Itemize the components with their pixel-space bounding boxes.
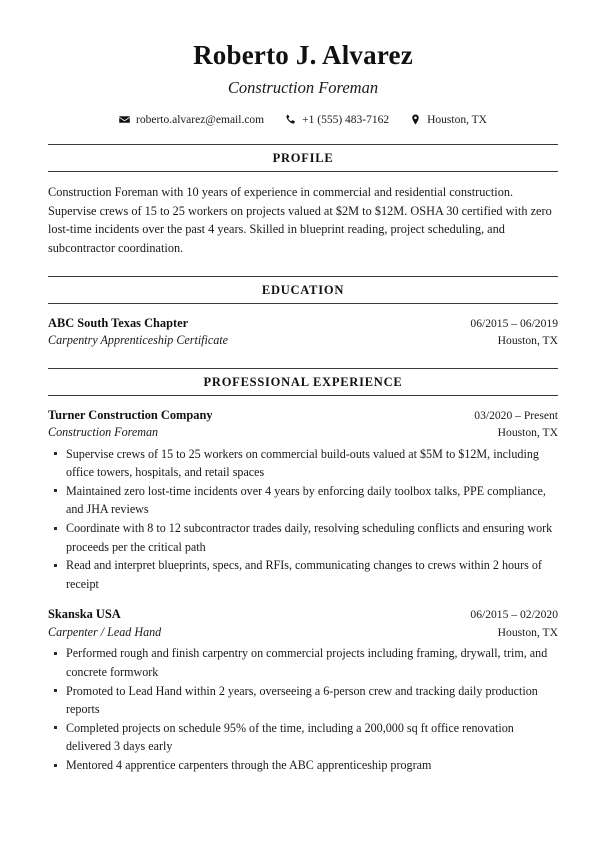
section-education (48, 276, 558, 350)
list-item (48, 519, 558, 556)
experience-bullet-list (48, 644, 558, 774)
contact-email[interactable] (119, 114, 264, 126)
bullet-marker-icon (54, 564, 57, 567)
list-item (48, 719, 558, 756)
bullet-text: Completed projects on schedule 95% of the time, including a 200,000 sq ft office renovation delivered 3 days early (66, 720, 514, 754)
contact-bar (48, 114, 558, 126)
resume-header (48, 0, 558, 126)
bullet-text: Read and interpret blueprints, specs, and RFIs, communicating changes to crews within 2 hours of receipt (66, 558, 542, 591)
education-credential: Carpentry Apprenticeship Certificate (48, 333, 229, 348)
education-dates: 06/2015 – 06/2019 (470, 316, 558, 330)
contact-location (410, 114, 487, 126)
bullet-text: Performed rough and finish carpentry on commercial projects including framing, drywall, trim, and concrete formwork (66, 646, 548, 679)
experience-entry-bottom-row (48, 424, 558, 441)
candidate-job-title: Construction Foreman (227, 78, 379, 98)
experience-location: Houston, TX (497, 625, 558, 639)
experience-company: Turner Construction Company (48, 407, 213, 422)
phone-icon (285, 114, 296, 125)
education-institution: ABC South Texas Chapter (48, 315, 189, 330)
contact-phone[interactable] (285, 114, 389, 126)
bullet-marker-icon (54, 652, 57, 655)
bullet-marker-icon (54, 527, 57, 530)
experience-company: Skanska USA (48, 607, 121, 622)
bullet-marker-icon (54, 764, 57, 767)
list-item (48, 682, 558, 719)
section-title-education: EDUCATION (261, 282, 345, 297)
experience-entry-top-row (48, 407, 558, 425)
experience-location: Houston, TX (497, 426, 558, 440)
bullet-text: Coordinate with 8 to 12 subcontractor trades daily, resolving scheduling conflicts and ensuring work proceeds per the critical path (66, 521, 553, 554)
bullet-marker-icon (54, 726, 57, 729)
experience-dates: 03/2020 – Present (474, 408, 558, 422)
section-title-profile: PROFILE (272, 150, 334, 165)
experience-entry-top-row (48, 606, 558, 624)
bullet-text: Supervise crews of 15 to 25 workers on commercial build-outs valued at $5M to $12M, including office towers, hospitals, and retail spaces (66, 446, 539, 480)
email-icon (119, 114, 130, 125)
experience-body (48, 396, 558, 775)
resume-content (48, 0, 558, 775)
experience-entry (48, 606, 558, 774)
experience-dates: 06/2015 – 02/2020 (470, 608, 558, 622)
profile-summary-text: Construction Foreman with 10 years of experience in commercial and residential construction. Supervise crews of 15 to 25 workers on projects valued at $2M to $12M. OSHA 30 certified with zero lost-time incidents over the past 4 years. Skilled in blueprint reading, project scheduling, and subcontractor coordination. (48, 184, 552, 255)
bullet-text: Mentored 4 apprentice carpenters through the ABC apprenticeship program (66, 758, 432, 773)
list-item (48, 445, 558, 482)
experience-entry (48, 407, 558, 594)
education-entry-top-row (48, 315, 558, 333)
education-entry (48, 315, 558, 350)
bullet-text: Maintained zero lost-time incidents over 4 years by enforcing daily toolbox talks, PPE compliance, and JHA reviews (66, 483, 546, 517)
experience-role: Construction Foreman (48, 425, 159, 440)
section-title-experience: PROFESSIONAL EXPERIENCE (203, 374, 403, 389)
bullet-marker-icon (54, 489, 57, 492)
contact-location-text: Houston, TX (427, 113, 487, 126)
education-location: Houston, TX (497, 334, 558, 348)
list-item (48, 556, 558, 593)
bullet-text: Promoted to Lead Hand within 2 years, overseeing a 6-person crew and tracking daily production reports (66, 683, 538, 716)
bullet-marker-icon (54, 452, 57, 455)
list-item (48, 756, 558, 774)
bullet-marker-icon (54, 689, 57, 692)
contact-phone-text: +1 (555) 483-7162 (302, 113, 390, 126)
profile-body (48, 172, 558, 258)
location-icon (410, 114, 421, 125)
candidate-name: Roberto J. Alvarez (193, 40, 413, 70)
experience-role: Carpenter / Lead Hand (48, 624, 162, 639)
list-item (48, 644, 558, 681)
education-entry-bottom-row (48, 332, 558, 349)
list-item (48, 482, 558, 519)
section-profile (48, 144, 558, 258)
contact-email-text: roberto.alvarez@email.com (136, 113, 265, 126)
experience-entry-bottom-row (48, 624, 558, 641)
experience-bullet-list (48, 445, 558, 594)
education-body (48, 304, 558, 350)
section-experience (48, 368, 558, 775)
